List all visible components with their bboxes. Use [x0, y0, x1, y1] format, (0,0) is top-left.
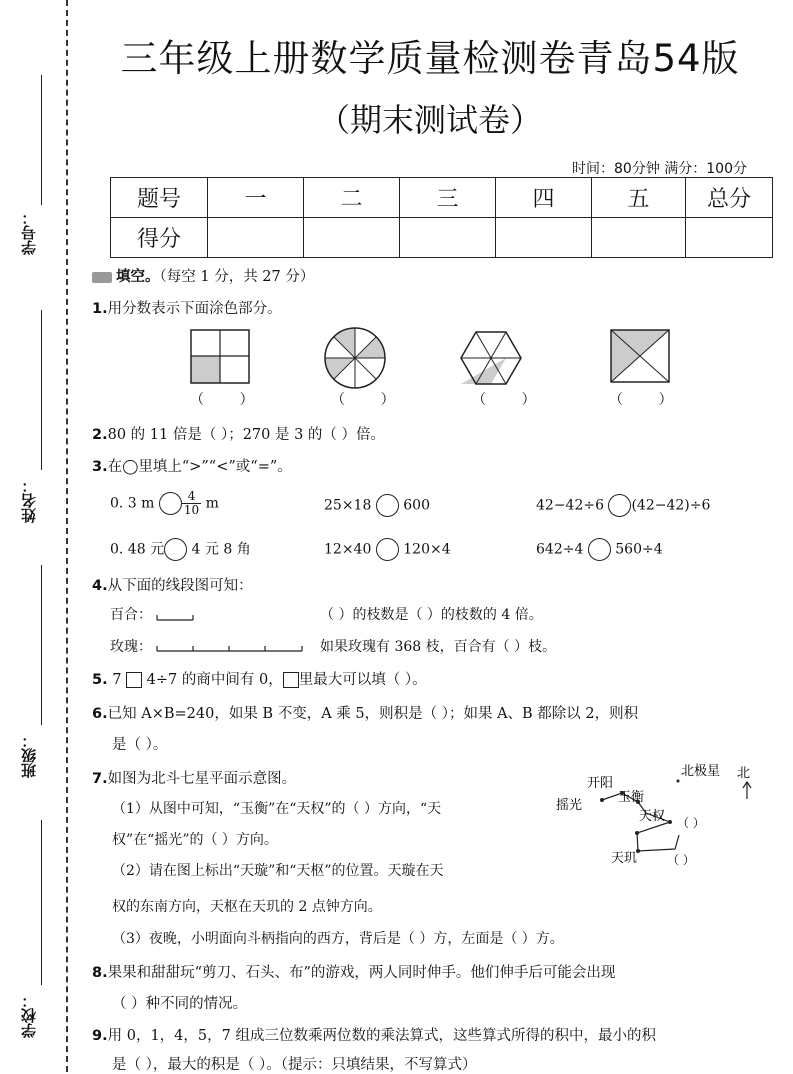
question-text: 80 的 11 倍是（ ）；270 是 3 的（ ）倍。	[107, 427, 386, 443]
big-dipper-map	[550, 760, 790, 875]
polaris-label: 北极星	[681, 764, 721, 779]
compare-right: 4 元 8 角	[191, 541, 251, 558]
q7-part1-line1: （1）从图中可知，“玉衡”在“天权”的（ ）方向，“天	[112, 801, 442, 817]
lily-segment	[157, 615, 193, 620]
school-line	[41, 820, 42, 985]
question-number: 4.	[92, 578, 108, 594]
binding-dashed-line	[66, 0, 68, 1072]
question-number: 7.	[92, 771, 108, 787]
section-badge	[92, 272, 112, 283]
question-6-line-2: 是（ ）。	[112, 737, 168, 753]
compare-circle[interactable]	[376, 494, 399, 517]
class-line	[41, 565, 42, 725]
question-text: 里最大可以填（ ）。	[298, 672, 427, 688]
compare-item	[324, 538, 451, 561]
name-line	[41, 310, 42, 470]
fraction	[182, 490, 201, 517]
kaiyang-label: 开阳	[587, 776, 614, 791]
compare-item	[110, 538, 251, 561]
digit-box[interactable]	[126, 672, 142, 688]
section-heading	[92, 265, 314, 286]
hexagon-figure	[461, 332, 521, 384]
fraction-denominator: 10	[183, 503, 200, 517]
question-text: 从下面的线段图可知：	[107, 578, 253, 594]
question-number: 3.	[92, 459, 108, 475]
score-input-cell[interactable]	[208, 218, 304, 258]
north-arrow-icon	[743, 782, 751, 799]
compare-circle[interactable]	[588, 538, 611, 561]
score-table	[110, 177, 773, 258]
compare-circle[interactable]	[159, 492, 182, 515]
north-label: 北	[737, 766, 751, 781]
question-9-line-2: 是（ ），最大的积是（ ）。（提示：只填结果，不写算式）	[112, 1057, 477, 1073]
compare-left: 12×40	[324, 541, 372, 558]
question-number: 1.	[92, 301, 108, 317]
compare-circle[interactable]	[164, 538, 187, 561]
answer-blank[interactable]: （ ）	[609, 392, 673, 408]
question-number: 2.	[92, 427, 108, 443]
score-input-cell[interactable]	[592, 218, 686, 258]
question-text: 7	[112, 672, 122, 688]
time-info: 时间：80分钟 满分：100分	[572, 161, 747, 177]
compare-left: 642÷4	[536, 541, 584, 558]
compare-right: m	[205, 495, 219, 512]
question-text: 已知 A×B=240，如果 B 不变，A 乘 5，则积是（ ）；如果 A、B 都除以 2，则积	[107, 706, 639, 722]
square-diagonal-figure	[611, 330, 669, 382]
score-table-header-row	[111, 178, 773, 218]
fraction-numerator: 4	[182, 490, 201, 504]
digit-box[interactable]	[283, 672, 299, 688]
question-9	[92, 1024, 656, 1045]
question-text: 果果和甜甜玩“剪刀、石头、布”的游戏，两人同时伸手。他们伸手后可能会出现	[107, 965, 616, 981]
page-title: 三年级上册数学质量检测卷青岛54版	[120, 37, 740, 80]
question-6	[92, 702, 638, 723]
school-label: 学校：	[20, 993, 38, 1038]
q4-statement-1: （ ）的枝数是（ ）的枝数的 4 倍。	[320, 607, 543, 623]
score-cell: 一	[208, 178, 304, 218]
student-number-line	[41, 75, 42, 205]
compare-circle[interactable]	[376, 538, 399, 561]
score-cell: 二	[304, 178, 400, 218]
question-8	[92, 961, 615, 982]
fraction-figures	[180, 325, 700, 391]
score-cell: 五	[592, 178, 686, 218]
question-text: 如图为北斗七星平面示意图。	[107, 771, 297, 787]
question-3	[92, 455, 292, 476]
compare-right: (42−42)÷6	[631, 497, 711, 514]
score-input-cell[interactable]	[686, 218, 773, 258]
yuheng-label: 玉衡	[618, 790, 645, 805]
question-number: 8.	[92, 965, 108, 981]
q7-part2-line1: （2）请在图上标出“天璇”和“天枢”的位置。天璇在天	[112, 863, 444, 879]
lily-label: 百合：	[110, 607, 152, 623]
score-cell: 四	[496, 178, 592, 218]
score-table-score-row	[111, 218, 773, 258]
score-input-cell[interactable]	[400, 218, 496, 258]
score-input-cell[interactable]	[496, 218, 592, 258]
section-title: 填空。	[116, 269, 160, 285]
score-cell: 三	[400, 178, 496, 218]
question-2	[92, 423, 385, 444]
score-input-cell[interactable]	[304, 218, 400, 258]
compare-right: 600	[403, 497, 430, 514]
question-text: 用 0，1，4，5，7 组成三位数乘两位数的乘法算式，这些算式所得的积中，最小的积	[107, 1028, 656, 1044]
question-8-line-2: （ ）种不同的情况。	[112, 996, 248, 1012]
rose-segment	[157, 646, 302, 651]
q7-part2-line2: 权的东南方向，天枢在天玑的 2 点钟方向。	[112, 899, 382, 915]
question-text: 在◯里填上“>”“<”或“=”。	[107, 459, 292, 475]
square-quarters-figure	[191, 330, 249, 383]
score-cell: 得分	[111, 218, 208, 258]
compare-item	[324, 494, 430, 517]
tianshu-blank[interactable]: （ ）	[677, 816, 705, 830]
question-1	[92, 297, 282, 318]
compare-left: 42−42÷6	[536, 497, 604, 514]
compare-right: 120×4	[403, 541, 451, 558]
compare-right: 560÷4	[615, 541, 663, 558]
answer-blank[interactable]: （ ）	[472, 392, 536, 408]
question-5	[92, 668, 427, 689]
q7-part3: （3）夜晚，小明面向斗柄指向的西方，背后是（ ）方，左面是（ ）方。	[112, 931, 564, 947]
answer-blank[interactable]: （ ）	[331, 392, 395, 408]
answer-blank[interactable]: （ ）	[190, 392, 254, 408]
name-label: 姓名：	[20, 478, 38, 523]
circle-eighths-figure	[325, 328, 385, 388]
question-number: 5.	[92, 672, 108, 688]
question-number: 6.	[92, 706, 108, 722]
question-text: 用分数表示下面涂色部分。	[107, 301, 282, 317]
question-text: 4÷7 的商中间有 0，	[146, 672, 283, 688]
segment-diagram	[155, 606, 315, 656]
tianquan-label: 天权	[639, 809, 666, 824]
score-cell: 题号	[111, 178, 208, 218]
question-7	[92, 767, 296, 788]
question-number: 9.	[92, 1028, 108, 1044]
compare-circle[interactable]	[608, 494, 631, 517]
student-number-label: 学号：	[20, 210, 38, 255]
tianji-label: 天玑	[611, 851, 638, 866]
compare-item	[536, 494, 710, 517]
compare-item	[110, 490, 219, 517]
section-note: （每空 1 分，共 27 分）	[159, 269, 315, 285]
page-subtitle: （期末测试卷）	[317, 101, 542, 139]
question-4	[92, 574, 253, 595]
yaoguang-label: 摇光	[556, 798, 583, 813]
compare-left: 0. 3 m	[110, 495, 155, 512]
compare-item	[536, 538, 663, 561]
class-label: 班级：	[20, 733, 38, 778]
compare-left: 0. 48 元	[110, 541, 165, 558]
q4-statement-2: 如果玫瑰有 368 枝，百合有（ ）枝。	[320, 639, 557, 655]
compare-left: 25×18	[324, 497, 372, 514]
rose-label: 玫瑰：	[110, 639, 152, 655]
score-cell: 总分	[686, 178, 773, 218]
tianxuan-blank[interactable]: （ ）	[667, 853, 695, 867]
q7-part1-line2: 权”在“摇光”的（ ）方向。	[112, 832, 278, 848]
